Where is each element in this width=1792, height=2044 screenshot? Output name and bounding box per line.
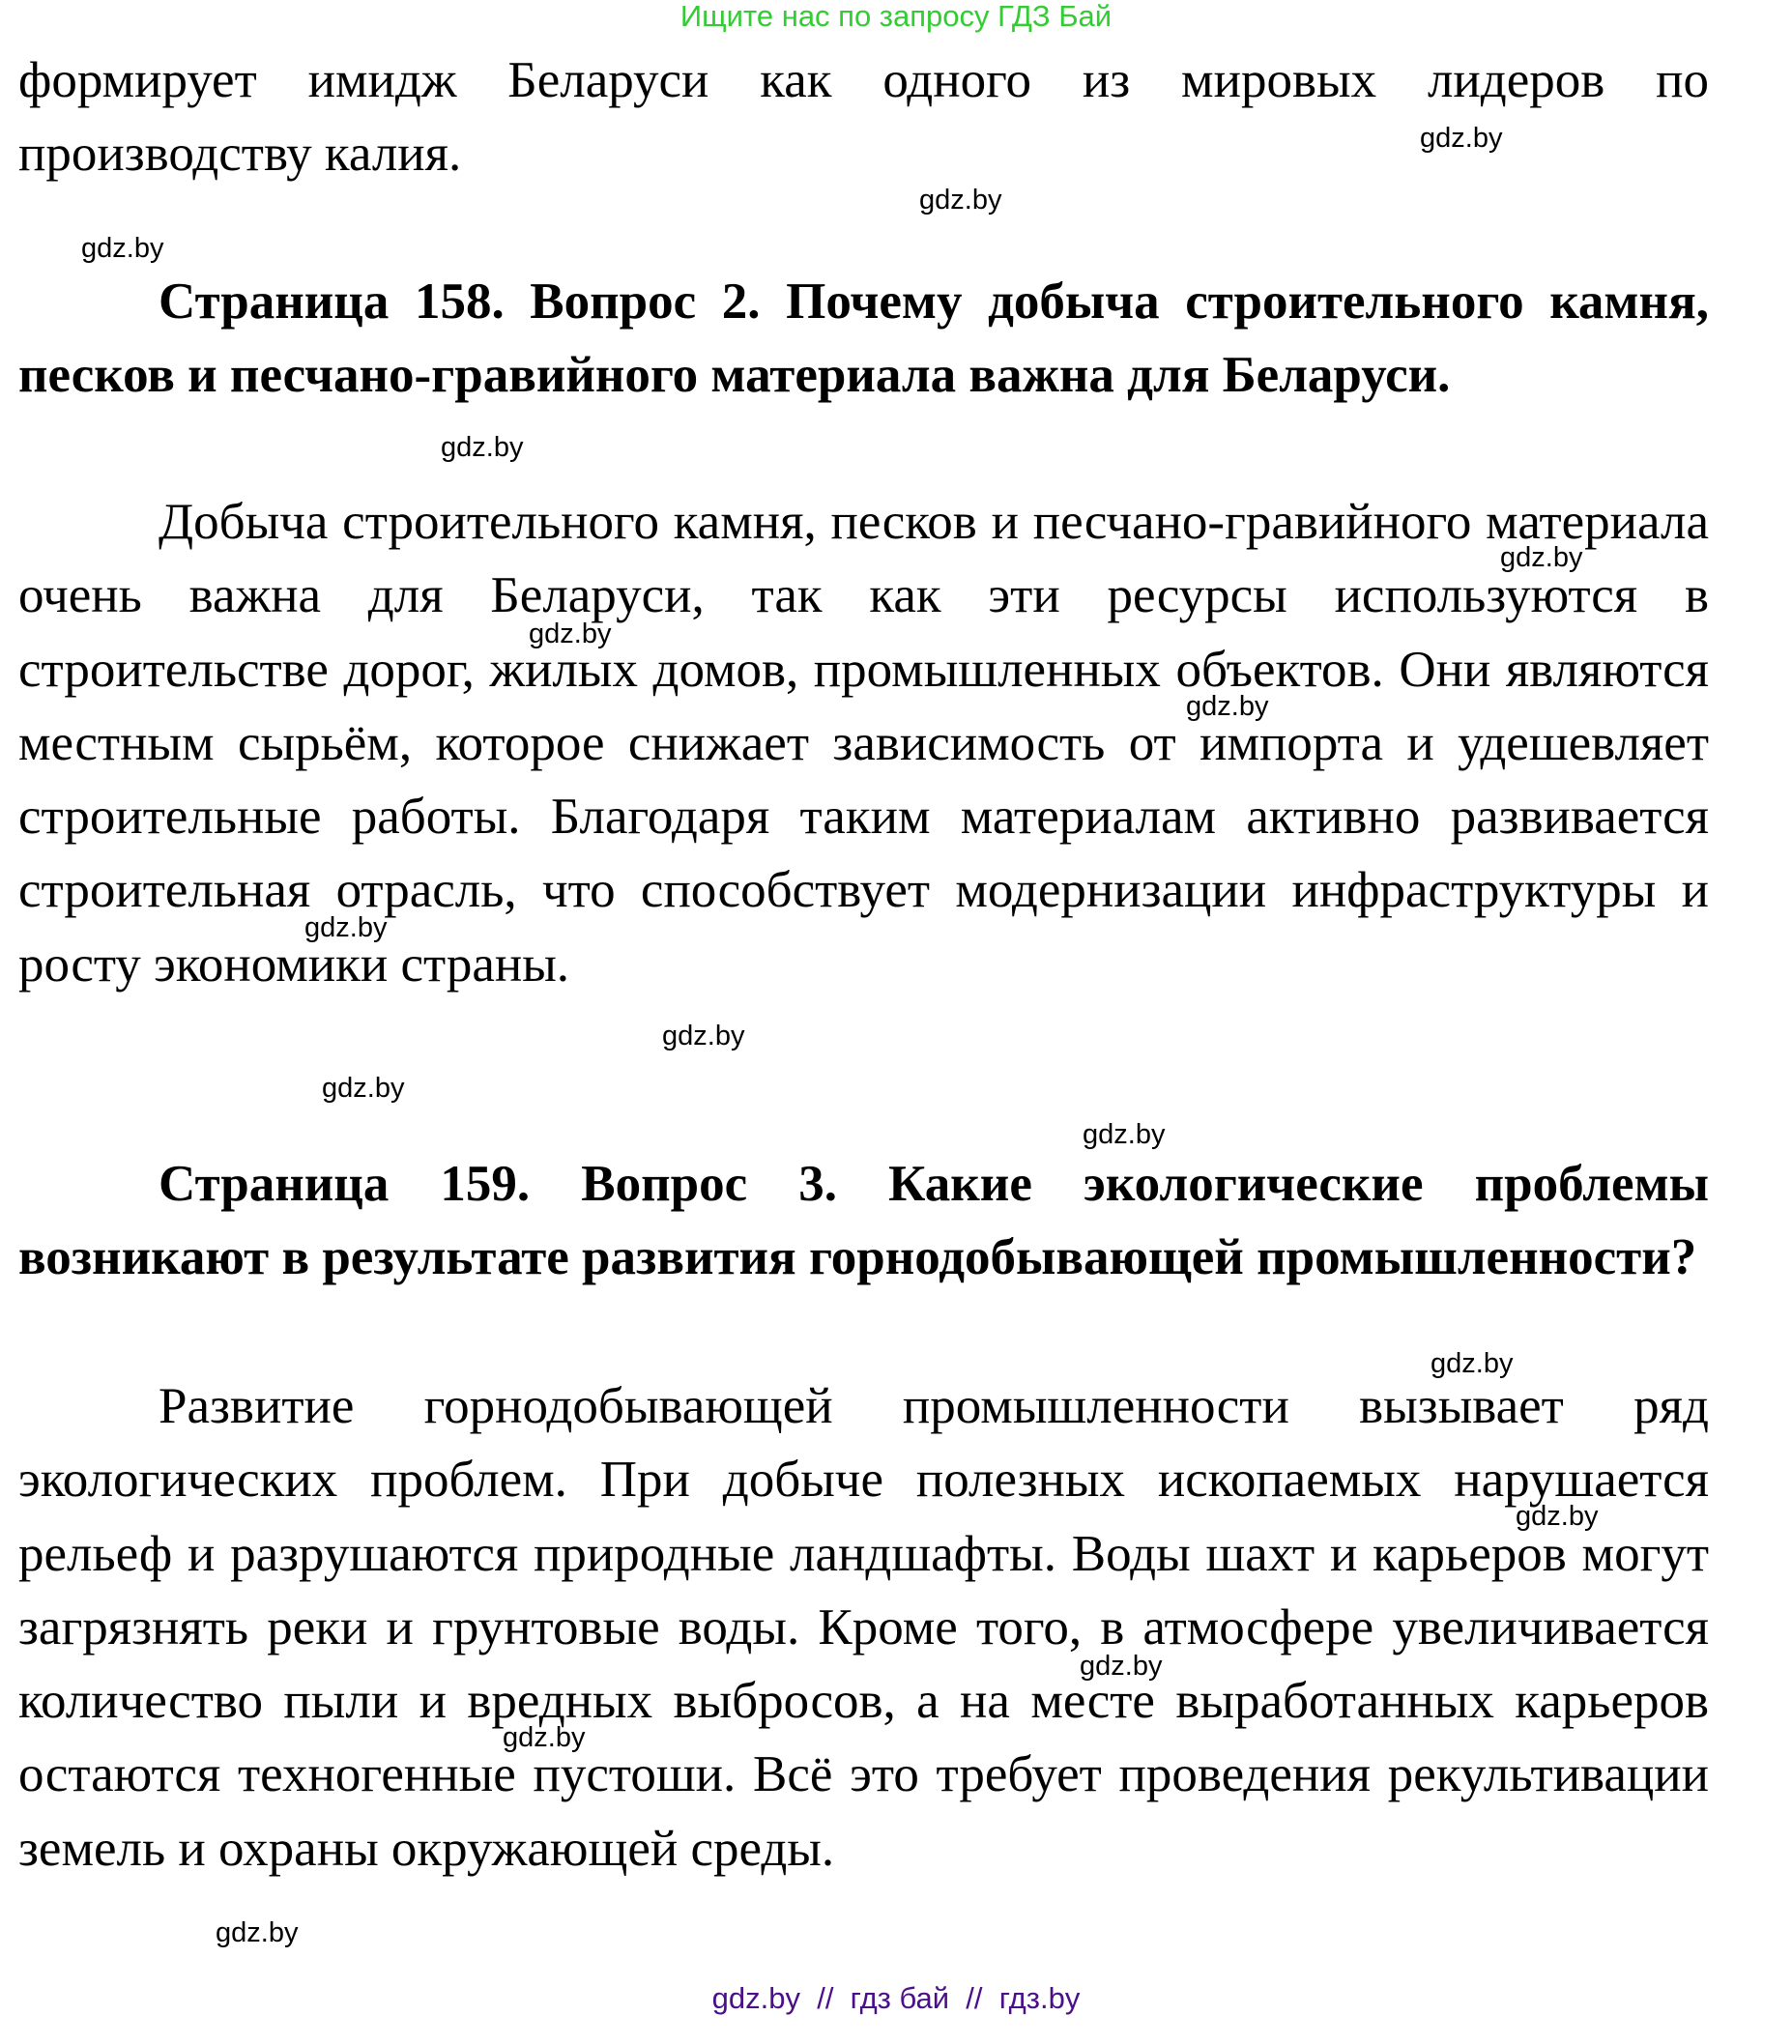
watermark: gdz.by: [322, 1073, 405, 1104]
search-hint-banner: Ищите нас по запросу ГДЗ Бай: [679, 0, 1113, 33]
intro-paragraph: формирует имидж Беларуси как одного из мировых лидеров по производству калия.: [18, 52, 1709, 183]
watermark: gdz.by: [304, 912, 388, 943]
footer-links: gdz.by // гдз бай // гдз.by: [711, 1981, 1081, 2015]
answer-paragraph-158-2: Добыча строительного камня, песков и песчано-гравийного материала очень важна для Беларуси, так как эти ресурсы используются в строительстве дорог, жилых домов, промышленных объектов. Они являются местным сырьём, которое снижает зависимость от импорта и удешевляет строительные работы. Благодаря таким материалам активно развивается строительная отрасль, что способствует модернизации инфраструктуры и росту экономики страны.: [18, 494, 1709, 993]
watermark: gdz.by: [441, 432, 524, 463]
watermark: gdz.by: [1500, 542, 1583, 573]
watermark: gdz.by: [1420, 123, 1503, 154]
watermark: gdz.by: [529, 619, 612, 649]
watermark: gdz.by: [1431, 1348, 1514, 1379]
answer-paragraph-159-3: Развитие горнодобывающей промышленности вызывает ряд экологических проблем. При добыче полезных ископаемых нарушается рельеф и разрушаются природные ландшафты. Воды шахт и карьеров могут загрязнять реки и грунтовые воды. Кроме того, в атмосфере увеличивается количество пыли и вредных выбросов, а на месте выработанных карьеров остаются техногенные пустоши. Всё это требует проведения рекультивации земель и охраны окружающей среды.: [18, 1378, 1709, 1877]
question-heading-158-2: Страница 158. Вопрос 2. Почему добыча строительного камня, песков и песчано-гравийного материала важна для Беларуси.: [18, 273, 1709, 404]
watermark: gdz.by: [1186, 691, 1269, 722]
watermark: gdz.by: [919, 185, 1002, 216]
watermark: gdz.by: [503, 1722, 586, 1753]
watermark: gdz.by: [1083, 1119, 1166, 1150]
watermark: gdz.by: [81, 233, 164, 264]
question-heading-159-3: Страница 159. Вопрос 3. Какие экологические проблемы возникают в результате развития горнодобывающей промышленности?: [18, 1156, 1709, 1286]
watermark: gdz.by: [1080, 1651, 1163, 1682]
watermark: gdz.by: [216, 1917, 299, 1948]
watermark: gdz.by: [1516, 1501, 1599, 1532]
watermark: gdz.by: [662, 1021, 745, 1051]
